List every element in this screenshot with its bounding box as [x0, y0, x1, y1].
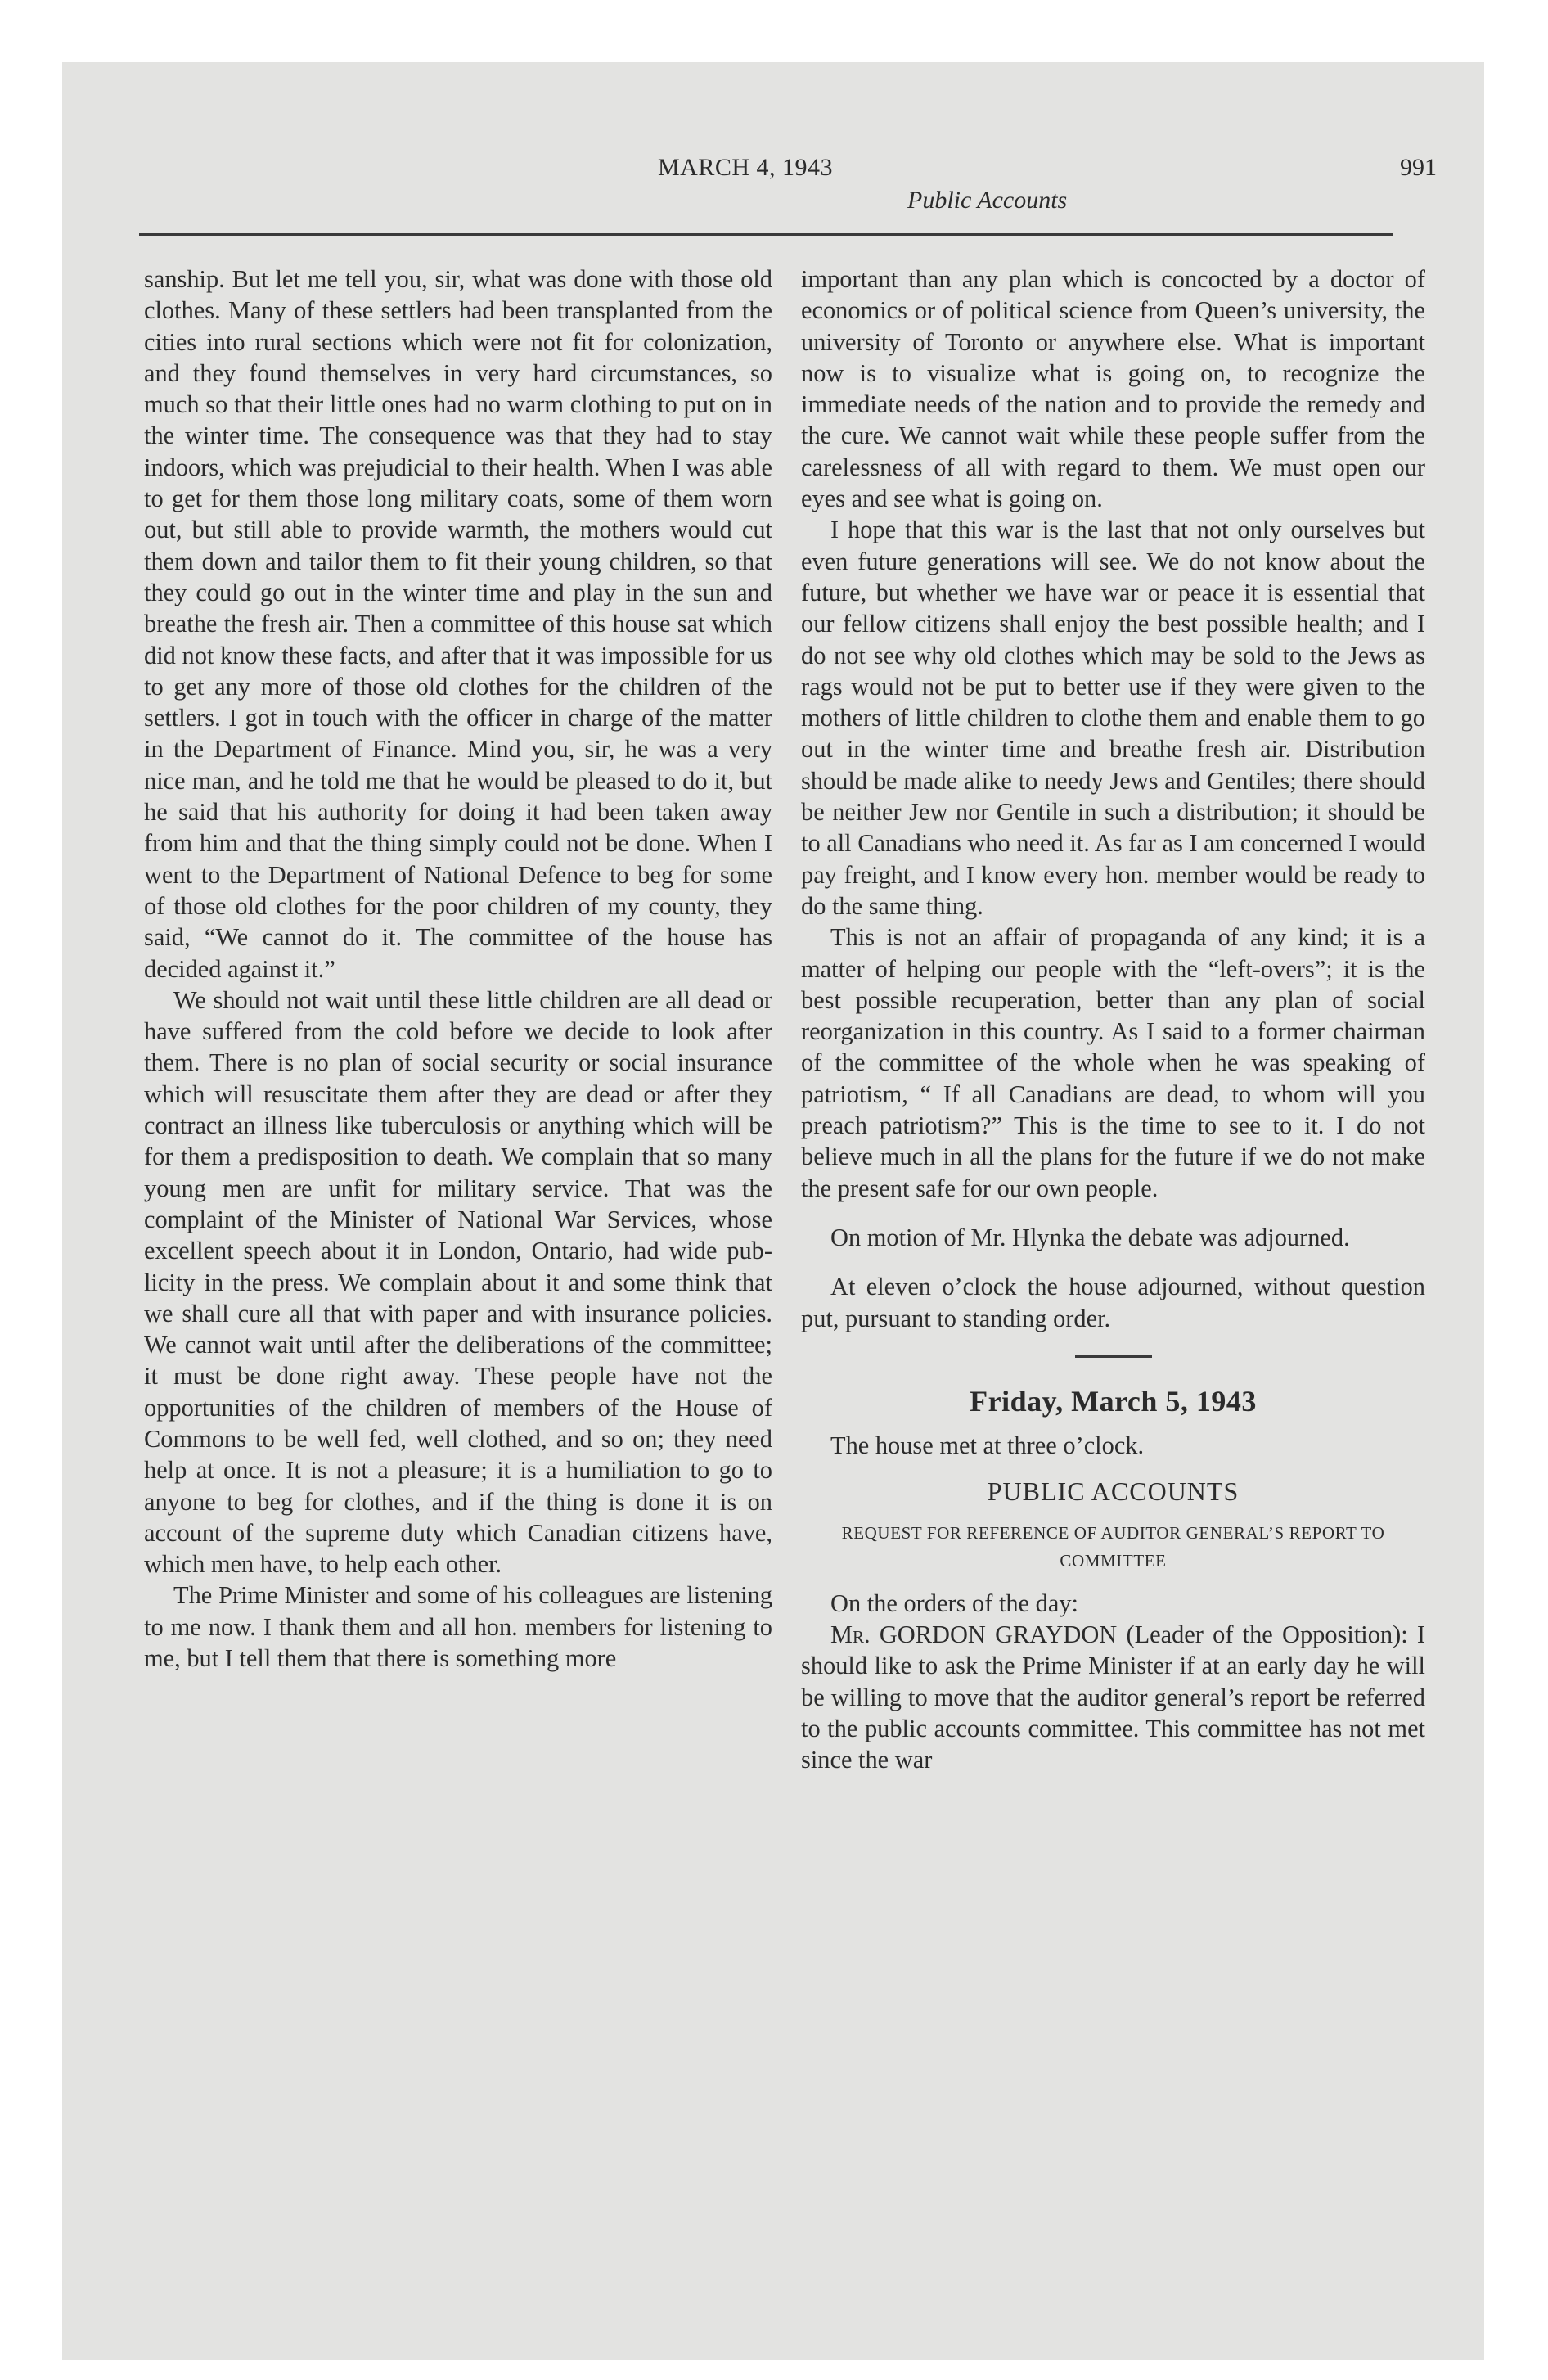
spacer	[801, 1204, 1425, 1222]
page-header	[79, 87, 1437, 214]
header-section: Public Accounts	[907, 187, 1068, 214]
motion-note: On motion of Mr. Hlynka the debate was adjourned.	[830, 1223, 1350, 1251]
section-rule	[1075, 1355, 1152, 1358]
spacer	[801, 1253, 1425, 1271]
paragraph: important than any plan which is concocted by a doctor of economics or of political science from Queen’s university, the university of Toronto or anywhere else. What is important now is to visualize what is going on, to recognize the immediate needs of the nation and to provide the remedy and the cure. We cannot wait while these people suffer from the carelessness of all with regard to them. We must open our eyes and see what is going on.	[801, 265, 1425, 513]
paragraph: This is not an affair of propaganda of any kind; it is a matter of helping our people with the “left-overs”; it is the best possible recuperation, better than any plan of social reorganization in this country. As I said to a former chairman of the committee of the whole when he was speaking of patriotism, “ If all Canadians are dead, to whom will you preach patriotism?” This is the time to see to it. I do not believe much in all the plans for the future if we do not make the present safe for our own people.	[801, 923, 1425, 1202]
speech-paragraph	[801, 1619, 1425, 1775]
orders-of-day: On the orders of the day:	[830, 1589, 1078, 1617]
paragraph: I hope that this war is the last that not only ourselves but even future generations will see. We do not know about the future, but whether we have war or peace it is essential that our fellow citizens shall enjoy the best possible health; and I do not see why old clothes which may be sold to the Jews as rags would not be put to better use if they were given to the mothers of little children to clothe them and enable them to go out in the winter time and breathe fresh air. Distribution should be made alike to needy Jews and Gentiles; there should be neither Jew nor Gentile in such a distribution; it should be to all Canadians who need it. As far as I am concerned I would pay freight, and I know every hon. member would be ready to do the same thing.	[801, 516, 1425, 920]
house-met: The house met at three o’clock.	[830, 1431, 1145, 1460]
left-column	[144, 264, 772, 1674]
day-heading: Friday, March 5, 1943	[970, 1384, 1257, 1418]
header-rule	[139, 233, 1393, 236]
speaker-name: Mr. GORDON GRAYDON	[830, 1620, 1118, 1648]
adjournment-note: At eleven o’clock the house adjourned, without question put, pursuant to standing order.	[801, 1273, 1425, 1332]
right-column	[801, 264, 1425, 1775]
paragraph: We should not wait until these little children are all dead or have suffered from the cold before we decide to look after them. There is no plan of social security or social insurance which will resuscitate them after they are dead or after they contract an illness like tuberculosis or anything which will be for them a predisposition to death. We complain that so many young men are unfit for military service. That was the complaint of the Minister of National War Services, whose excellent speech about it in London, Ontario, had wide publicity in the press. We complain about it and some think that we shall cure all that with paper and with insurance policies. We cannot wait until after the deliberations of the committee; it must be done right away. These people have not the opportunities of the children of members of the House of Commons to be well fed, well clothed, and so on; they need help at once. It is not a pleasure; it is a humiliation to go to anyone to beg for clothes, and if the thing is done it is on account of the supreme duty which Canadian citizens have, which men have, to help each other.	[144, 985, 772, 1579]
section-title: PUBLIC ACCOUNTS	[987, 1476, 1240, 1507]
paragraph: The Prime Minister and some of his colleagues are listening to me now. I thank them and all hon. members for listening to me, but I tell them that there is something more	[144, 1581, 772, 1673]
header-date: MARCH 4, 1943	[657, 154, 834, 181]
subheading: REQUEST FOR REFERENCE OF AUDITOR GENERAL’S REPORT TO COMMITTEE	[841, 1522, 1385, 1571]
speech-text: (Leader of the Opposition): I should like to ask the Prime Minister if at an early day he will be willing to move that the auditor general’s report be referred to the public accounts committee. This committee has not met since the war	[801, 1620, 1425, 1774]
paragraph: sanship. But let me tell you, sir, what was done with those old clothes. Many of these settlers had been transplanted from the cities into rural sections which were not fit for colonization, and they found themselves in very hard circumstances, so much so that their little ones had no warm clothing to put on in the winter time. The consequence was that they had to stay indoors, which was prejudicial to their health. When I was able to get for them those long military coats, some of them worn out, but still able to provide warmth, the mothers would cut them down and tailor them to fit their young children, so that they could go out in the winter time and play in the sun and breathe the fresh air. Then a committee of this house sat which did not know these facts, and after that it was impossible for us to get any more of those old clothes for the children of the settlers. I got in touch with the officer in charge of the matter in the Department of Finance. Mind you, sir, he was a very nice man, and he told me that he would be pleased to do it, but he said that his authority for doing it had been taken away from him and that the thing simply could not be done. When I went to the Department of National Defence to beg for some of those old clothes for the poor children of my county, they said, “We cannot do it. The committee of the house has decided against it.”	[144, 265, 772, 983]
header-page-number: 991	[1400, 154, 1437, 181]
